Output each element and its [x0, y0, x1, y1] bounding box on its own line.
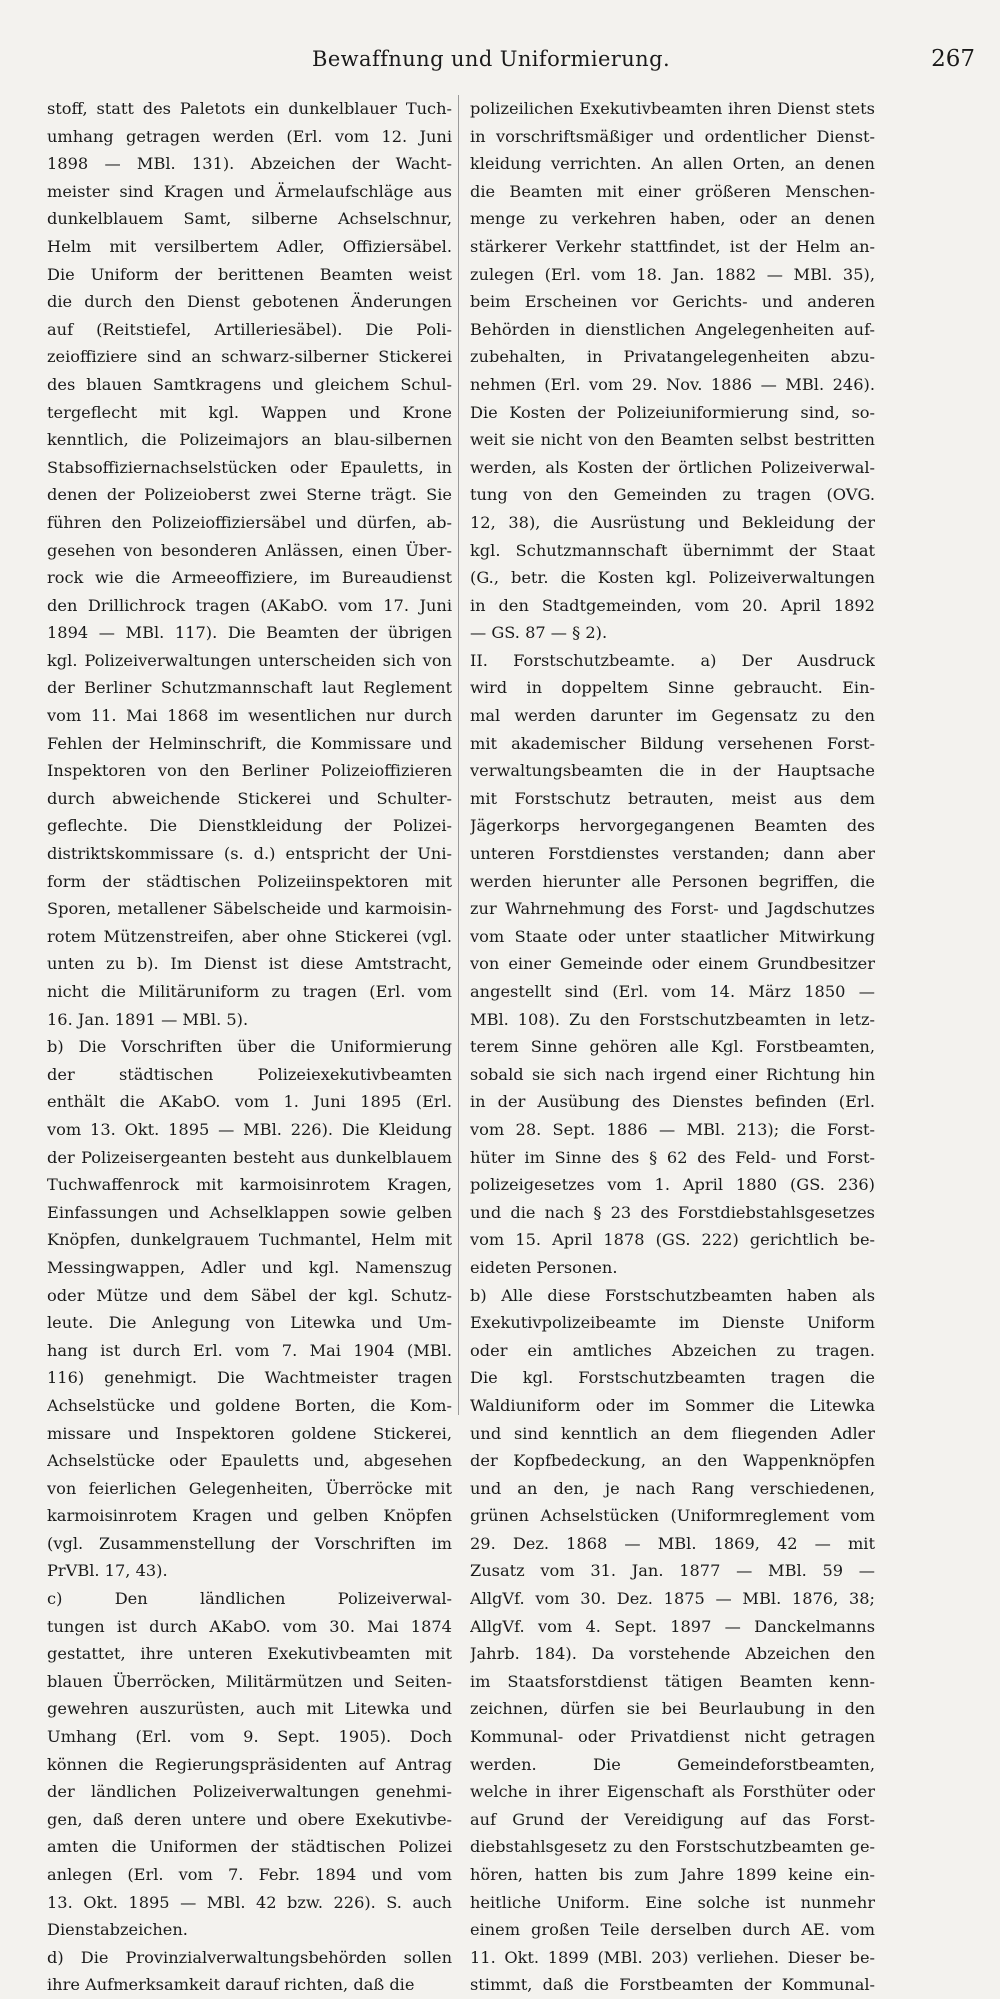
text-line: die durch den Dienst gebotenen Änderungen	[47, 292, 452, 312]
text-line: Stabsoffiziernachselstücken oder Epauletts, in	[47, 457, 452, 477]
text-line: führen den Polizeioffiziersäbel und dürfen, ab-	[47, 512, 452, 532]
text-line: zur Wahrnehmung des Forst- und Jagdschutzes	[470, 899, 875, 919]
text-line: Sporen, metallener Säbelscheide und karmoisin-	[47, 899, 452, 919]
text-line: Dienstabzeichen.	[47, 1920, 188, 1940]
text-line: Helm mit versilbertem Adler, Offiziersäbel.	[47, 236, 452, 256]
text-line: oder Mütze und dem Säbel der kgl. Schutz-	[47, 1285, 452, 1305]
text-line: von einer Gemeinde oder einem Grundbesitzer	[470, 954, 875, 974]
text-line: rock wie die Armeeoffiziere, im Bureaudienst	[47, 568, 452, 588]
text-line: tergeflecht mit kgl. Wappen und Krone	[47, 402, 452, 422]
text-line: geflechte. Die Dienstkleidung der Polizei-	[47, 816, 452, 836]
text-line: vom 11. Mai 1868 im wesentlichen nur durch	[47, 706, 452, 726]
text-line: nehmen (Erl. vom 29. Nov. 1886 — MBl. 246).	[470, 374, 875, 394]
text-line: hüter im Sinne des § 62 des Feld- und Forst-	[470, 1147, 875, 1167]
text-line: 1894 — MBl. 117). Die Beamten der übrigen	[47, 623, 452, 643]
text-line: ihre Aufmerksamkeit darauf richten, daß die	[47, 1975, 415, 1995]
page-number: 267	[931, 46, 975, 72]
text-line: enthält die AKabO. vom 1. Juni 1895 (Erl.	[47, 1092, 452, 1112]
text-line: rotem Mützenstreifen, aber ohne Stickerei (vgl.	[47, 926, 452, 946]
text-line: werden, als Kosten der örtlichen Polizeiverwal-	[470, 457, 875, 477]
running-title: Bewaffnung und Uniformierung.	[312, 47, 671, 71]
text-line: und an den, je nach Rang verschiedenen,	[470, 1478, 875, 1498]
text-line: MBl. 108). Zu den Forstschutzbeamten in letz-	[470, 1009, 875, 1029]
text-line: 116) genehmigt. Die Wachtmeister tragen	[47, 1368, 452, 1388]
text-line: b) Die Vorschriften über die Uniformierung	[47, 1037, 452, 1057]
text-line: Knöpfen, dunkelgrauem Tuchmantel, Helm mit	[47, 1230, 452, 1250]
text-line: Jägerkorps hervorgegangenen Beamten des	[470, 816, 875, 836]
text-line: stimmt, daß die Forstbeamten der Kommunal-	[470, 1975, 875, 1995]
text-line: c) Den ländlichen Polizeiverwal-	[47, 1589, 452, 1609]
text-line: 1898 — MBl. 131). Abzeichen der Wacht-	[47, 154, 452, 174]
text-line: in den Stadtgemeinden, vom 20. April 1892	[470, 595, 875, 615]
text-line: vom Staate oder unter staatlicher Mitwirkung	[470, 926, 875, 946]
text-line: vom 13. Okt. 1895 — MBl. 226). Die Kleidung	[47, 1119, 452, 1139]
text-line: kgl. Schutzmannschaft übernimmt der Staat	[470, 540, 875, 560]
text-line: nicht die Militäruniform zu tragen (Erl. vom	[47, 982, 452, 1001]
text-line: auf (Reitstiefel, Artilleriesäbel). Die Poli-	[47, 319, 452, 339]
text-line: mit Forstschutz betrauten, meist aus dem	[470, 788, 875, 808]
text-line: einem großen Teile derselben durch AE. vom	[470, 1920, 875, 1940]
text-line: angestellt sind (Erl. vom 14. März 1850 —	[470, 982, 875, 1001]
text-line: 29. Dez. 1868 — MBl. 1869, 42 — mit	[470, 1533, 875, 1553]
text-line: mit akademischer Bildung versehenen Forst-	[470, 733, 875, 753]
text-line: terem Sinne gehören alle Kgl. Forstbeamten,	[470, 1037, 875, 1057]
text-line: des blauen Samtkragens und gleichem Schul-	[47, 374, 452, 394]
text-line: hang ist durch Erl. vom 7. Mai 1904 (MBl.	[47, 1340, 452, 1360]
right-column	[470, 95, 875, 1999]
text-line: vom 28. Sept. 1886 — MBl. 213); die Forst-	[470, 1119, 875, 1139]
text-line: in vorschriftsmäßiger und ordentlicher Dienst-	[470, 126, 875, 146]
text-line: zubehalten, in Privatangelegenheiten abzu-	[470, 347, 875, 367]
text-line: Exekutivpolizeibeamte im Dienste Uniform	[470, 1313, 875, 1333]
text-line: 12, 38), die Ausrüstung und Bekleidung der	[470, 512, 875, 532]
text-line: welche in ihrer Eigenschaft als Forsthüter oder	[470, 1782, 875, 1802]
text-line: der städtischen Polizeiexekutivbeamten	[47, 1064, 452, 1084]
text-line: werden hierunter alle Personen begriffen, die	[470, 871, 875, 891]
text-line: II. Forstschutzbeamte. a) Der Ausdruck	[470, 650, 875, 670]
text-line: anlegen (Erl. vom 7. Febr. 1894 und vom	[47, 1865, 452, 1884]
text-line: weit sie nicht von den Beamten selbst bestritten	[470, 430, 875, 450]
column-divider	[458, 95, 459, 1415]
text-line: karmoisinrotem Kragen und gelben Knöpfen	[47, 1506, 452, 1526]
text-line: (vgl. Zusammenstellung der Vorschriften im	[47, 1533, 452, 1553]
text-line: wird in doppeltem Sinne gebraucht. Ein-	[470, 678, 875, 698]
text-line: zeioffiziere sind an schwarz-silberner Stickerei	[47, 347, 452, 367]
text-line: denen der Polizeioberst zwei Sterne trägt. Sie	[47, 485, 452, 505]
text-line: Fehlen der Helminschrift, die Kommissare und	[47, 733, 452, 753]
text-line: Zusatz vom 31. Jan. 1877 — MBl. 59 —	[470, 1561, 875, 1581]
text-line: menge zu verkehren haben, oder an denen	[470, 209, 875, 229]
text-line: der Kopfbedeckung, an den Wappenknöpfen	[470, 1451, 875, 1471]
text-line: der Berliner Schutzmannschaft laut Reglement	[47, 678, 452, 698]
text-line: vom 15. April 1878 (GS. 222) gerichtlich be-	[470, 1230, 875, 1250]
text-line: b) Alle diese Forstschutzbeamten haben als	[470, 1285, 875, 1305]
text-line: in der Ausübung des Dienstes befinden (Erl.	[470, 1092, 875, 1112]
text-line: durch abweichende Stickerei und Schulter-	[47, 788, 452, 808]
text-line: polizeigesetzes vom 1. April 1880 (GS. 236)	[470, 1175, 875, 1195]
text-line: kgl. Polizeiverwaltungen unterscheiden sich von	[47, 650, 452, 670]
text-line: Tuchwaffenrock mit karmoisinrotem Kragen,	[47, 1175, 452, 1195]
text-line: Behörden in dienstlichen Angelegenheiten auf-	[470, 319, 875, 339]
text-line: tung von den Gemeinden zu tragen (OVG.	[470, 485, 875, 505]
text-line: stärkerer Verkehr stattfindet, ist der Helm an-	[470, 236, 875, 256]
text-line: Die Uniform der berittenen Beamten weist	[47, 264, 452, 284]
text-line: und die nach § 23 des Forstdiebstahlsgesetzes	[470, 1202, 875, 1222]
text-line: missare und Inspektoren goldene Stickerei,	[47, 1423, 452, 1443]
text-line: Achselstücke und goldene Borten, die Kom-	[47, 1395, 452, 1415]
text-line: amten die Uniformen der städtischen Polizei	[47, 1837, 452, 1857]
text-line: Jahrb. 184). Da vorstehende Abzeichen den	[470, 1644, 875, 1664]
text-line: Inspektoren von den Berliner Polizeioffizieren	[47, 761, 452, 781]
text-line: beim Erscheinen vor Gerichts- und anderen	[470, 292, 875, 312]
text-line: und sind kenntlich an dem fliegenden Adler	[470, 1423, 875, 1443]
text-line: oder ein amtliches Abzeichen zu tragen.	[470, 1340, 875, 1360]
text-line: gewehren auszurüsten, auch mit Litewka und	[47, 1699, 452, 1719]
text-line: gestattet, ihre unteren Exekutivbeamten mit	[47, 1644, 452, 1664]
text-line: 11. Okt. 1899 (MBl. 203) verliehen. Dieser be-	[470, 1947, 875, 1967]
text-line: — GS. 87 — § 2).	[470, 623, 608, 643]
left-column	[47, 95, 452, 1999]
text-line: Waldiuniform oder im Sommer die Litewka	[470, 1395, 875, 1415]
text-line: unteren Forstdienstes verstanden; dann aber	[470, 844, 875, 864]
text-line: AllgVf. vom 30. Dez. 1875 — MBl. 1876, 38;	[470, 1589, 875, 1609]
text-line: die Beamten mit einer größeren Menschen-	[470, 181, 875, 201]
text-line: kenntlich, die Polizeimajors an blau-silbernen	[47, 430, 452, 450]
text-line: distriktskommissare (s. d.) entspricht der Uni-	[47, 844, 452, 864]
text-line: stoff, statt des Paletots ein dunkelblauer Tuch-	[47, 99, 452, 118]
text-line: zeichnen, dürfen sie bei Beurlaubung in den	[470, 1699, 875, 1719]
text-line: leute. Die Anlegung von Litewka und Um-	[47, 1313, 452, 1333]
text-line: kleidung verrichten. An allen Orten, an denen	[470, 154, 875, 174]
text-line: dunkelblauem Samt, silberne Achselschnur,	[47, 209, 452, 229]
text-line: den Drillichrock tragen (AKabO. vom 17. Juni	[47, 595, 452, 615]
text-line: werden. Die Gemeindeforstbeamten,	[470, 1754, 875, 1774]
text-line: (G., betr. die Kosten kgl. Polizeiverwaltungen	[470, 568, 875, 588]
text-line: eideten Personen.	[470, 1257, 618, 1277]
text-line: Messingwappen, Adler und kgl. Namenszug	[47, 1257, 452, 1277]
text-line: Einfassungen und Achselklappen sowie gelben	[47, 1202, 452, 1222]
text-line: Achselstücke oder Epauletts und, abgesehen	[47, 1451, 452, 1471]
page-header	[40, 46, 975, 72]
text-line: Kommunal- oder Privatdienst nicht getragen	[470, 1727, 875, 1747]
text-line: meister sind Kragen und Ärmelaufschläge aus	[47, 181, 452, 201]
text-line: Die Kosten der Polizeiuniformierung sind, so-	[470, 402, 875, 422]
text-line: form der städtischen Polizeiinspektoren mit	[47, 871, 452, 891]
text-line: grünen Achselstücken (Uniformreglement vom	[470, 1506, 875, 1526]
text-line: mal werden darunter im Gegensatz zu den	[470, 706, 875, 726]
text-line: gesehen von besonderen Anlässen, einen Über-	[47, 540, 452, 560]
text-line: heitliche Uniform. Eine solche ist nunmehr	[470, 1892, 875, 1912]
text-line: können die Regierungspräsidenten auf Antrag	[47, 1754, 452, 1774]
text-line: blauen Überröcken, Militärmützen und Seiten-	[47, 1671, 452, 1691]
text-line: Die kgl. Forstschutzbeamten tragen die	[470, 1368, 875, 1388]
text-line: PrVBl. 17, 43).	[47, 1561, 168, 1581]
text-line: sobald sie sich nach irgend einer Richtung hin	[470, 1064, 875, 1084]
text-line: der Polizeisergeanten besteht aus dunkelblauem	[47, 1147, 452, 1167]
text-line: d) Die Provinzialverwaltungsbehörden sollen	[47, 1947, 452, 1967]
text-line: Umhang (Erl. vom 9. Sept. 1905). Doch	[47, 1727, 452, 1747]
text-line: der ländlichen Polizeiverwaltungen genehmi-	[47, 1782, 452, 1802]
text-line: diebstahlsgesetz zu den Forstschutzbeamten ge-	[470, 1837, 875, 1857]
text-line: umhang getragen werden (Erl. vom 12. Juni	[47, 126, 452, 146]
text-line: polizeilichen Exekutivbeamten ihren Dienst stets	[470, 99, 875, 118]
text-line: von feierlichen Gelegenheiten, Überröcke mit	[47, 1478, 452, 1498]
text-line: verwaltungsbeamten die in der Hauptsache	[470, 761, 875, 781]
text-line: unten zu b). Im Dienst ist diese Amtstracht,	[47, 954, 452, 974]
text-line: im Staatsforstdienst tätigen Beamten kenn-	[470, 1671, 875, 1691]
text-line: 16. Jan. 1891 — MBl. 5).	[47, 1009, 249, 1029]
text-line: tungen ist durch AKabO. vom 30. Mai 1874	[47, 1616, 452, 1636]
text-line: AllgVf. vom 4. Sept. 1897 — Danckelmanns	[470, 1616, 875, 1636]
text-line: hören, hatten bis zum Jahre 1899 keine ein-	[470, 1865, 875, 1884]
text-line: 13. Okt. 1895 — MBl. 42 bzw. 226). S. auch	[47, 1892, 452, 1912]
text-line: auf Grund der Vereidigung auf das Forst-	[470, 1809, 875, 1829]
text-line: gen, daß deren untere und obere Exekutivbe-	[47, 1809, 452, 1829]
text-line: zulegen (Erl. vom 18. Jan. 1882 — MBl. 35),	[470, 264, 875, 284]
